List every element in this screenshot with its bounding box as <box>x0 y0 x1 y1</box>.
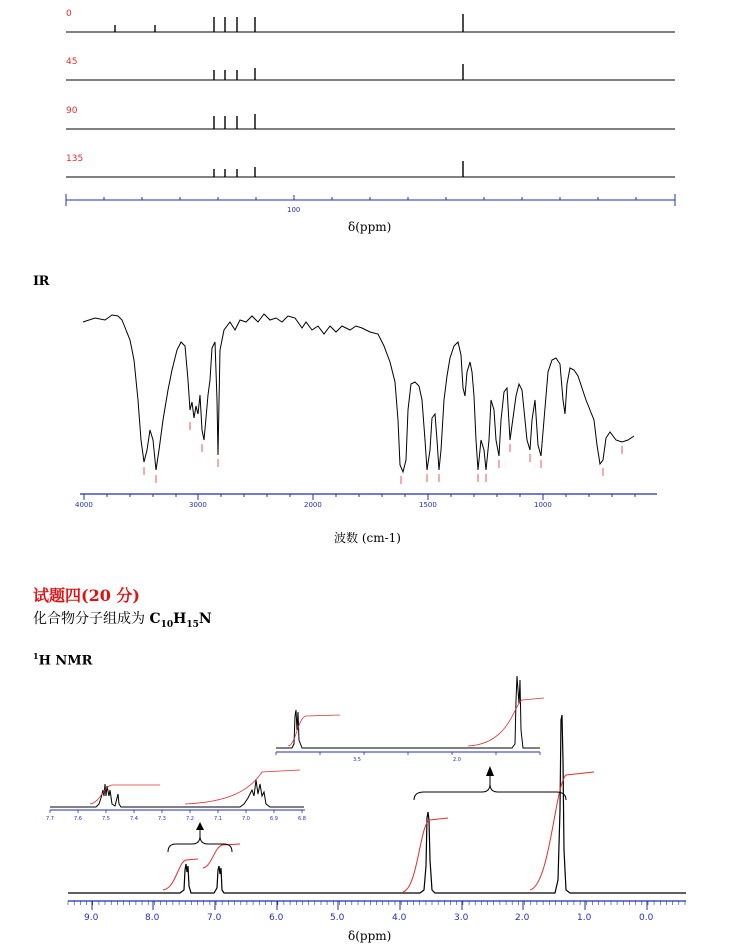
hnmr-tick-label-0: 0.0 <box>639 913 654 923</box>
hnmr-tick-label-7: 7.0 <box>207 913 222 923</box>
svg-text:7.4: 7.4 <box>130 816 138 822</box>
svg-text:6.9: 6.9 <box>270 816 278 822</box>
hnmr-minor-ticks <box>68 901 685 905</box>
hnmr-tick-label-9: 9.0 <box>84 913 99 923</box>
hnmr-ticks <box>92 901 647 910</box>
svg-text:7.0: 7.0 <box>242 816 250 822</box>
svg-text:7.5: 7.5 <box>102 816 110 822</box>
hnmr-tick-label-2: 2.0 <box>515 913 530 923</box>
hnmr-tick-label-8: 8.0 <box>145 913 160 923</box>
ir-tick-label-2000: 2000 <box>304 501 322 509</box>
dept-label-45: 45 <box>66 57 78 67</box>
hnmr-bracket-aromatic <box>168 836 232 852</box>
dept-tick-label-100: 100 <box>287 206 301 214</box>
ir-tick-label-4000: 4000 <box>75 501 93 509</box>
hnmr-arrowhead-aliphatic <box>486 766 494 776</box>
dept-label-135: 135 <box>66 154 84 164</box>
ir-tick-label-1500: 1500 <box>419 501 437 509</box>
hnmr-arrowhead-aromatic <box>196 822 204 830</box>
hnmr-inset-aliphatic <box>276 676 544 763</box>
svg-text:7.3: 7.3 <box>158 816 166 822</box>
ir-axis-title: 波数 (cm-1) <box>334 531 401 545</box>
svg-text:7.1: 7.1 <box>214 816 222 822</box>
svg-text:7.7: 7.7 <box>46 816 54 822</box>
dept-label-0: 0 <box>66 9 72 19</box>
dept-axis-title: δ(ppm) <box>348 220 392 234</box>
hnmr-tick-label-1: 1.0 <box>577 913 592 923</box>
formula-prefix: 化合物分子组成为 <box>33 611 150 627</box>
svg-text:7.2: 7.2 <box>186 816 194 822</box>
molecular-formula: $C_{10}H_{15}N$ <box>149 611 212 630</box>
hnmr-axis-title: δ(ppm) <box>348 929 392 943</box>
hnmr-inset-aromatic <box>46 770 306 822</box>
hnmr-integrals <box>163 772 594 892</box>
hnmr-trace <box>68 715 686 893</box>
hnmr-tick-label-6: 6.0 <box>269 913 284 923</box>
hnmr-tick-label-3: 3.0 <box>454 913 469 923</box>
question-title: 试题四(20 分) <box>33 586 140 605</box>
svg-text:7.6: 7.6 <box>74 816 82 822</box>
dept-label-90: 90 <box>66 106 78 116</box>
svg-text:3.5: 3.5 <box>353 757 361 763</box>
ir-tick-label-3000: 3000 <box>189 501 207 509</box>
hnmr-tick-label-4: 4.0 <box>392 913 407 923</box>
ir-tick-label-1000: 1000 <box>534 501 552 509</box>
ir-label: IR <box>33 274 49 289</box>
svg-text:2.0: 2.0 <box>453 757 461 763</box>
svg-text:6.8: 6.8 <box>298 816 306 822</box>
hnmr-label: $^1$H NMR <box>33 651 93 669</box>
hnmr-tick-label-5: 5.0 <box>330 913 345 923</box>
hnmr-bracket-aliphatic <box>414 784 566 800</box>
